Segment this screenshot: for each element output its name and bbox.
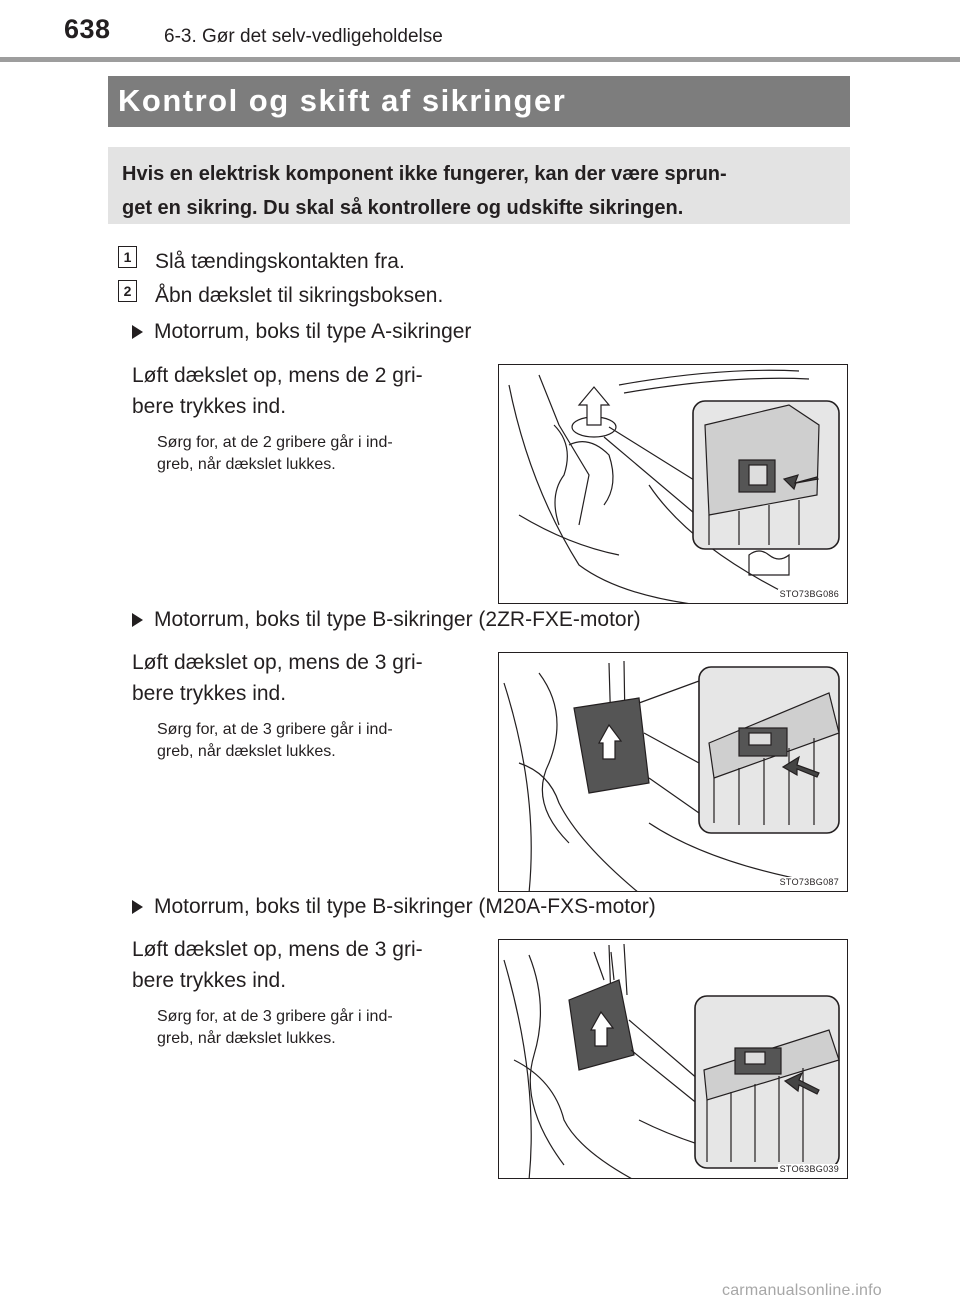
figure-code: STO73BG087 [779,877,839,887]
instruction-b [132,647,474,709]
instruction-line: bere trykkes ind. [132,682,287,705]
watermark: carmanualsonline.info [722,1282,882,1299]
triangle-bullet-icon [132,325,143,339]
instruction-c [132,934,474,996]
intro-line-1: Hvis en elektrisk komponent ikke fungerer, kan der være sprun- [122,163,727,185]
subsection-heading-b [132,608,641,632]
note-line: Sørg for, at de 2 gribere går i ind- [157,434,393,451]
triangle-bullet-icon [132,613,143,627]
note-line: greb, når dækslet lukkes. [157,1030,336,1047]
step-text: Slå tændingskontakten fra. [155,250,405,273]
triangle-bullet-icon [132,900,143,914]
subsection-heading-c [132,895,656,919]
instruction-line: bere trykkes ind. [132,395,287,418]
subsection-heading-a [132,320,471,344]
step-number-badge: 2 [118,280,137,302]
page-number: 638 [64,14,111,44]
figure-fuse-box-type-b-m20a [498,939,848,1179]
figure-code: STO63BG039 [779,1164,839,1174]
step-text: Åbn dækslet til sikringsboksen. [155,284,444,307]
instruction-line: bere trykkes ind. [132,969,287,992]
fuse-box-type-a-illustration [499,365,848,604]
header-rule [0,57,960,62]
subsection-heading-text: Motorrum, boks til type A-sikringer [154,320,472,343]
intro-box [108,147,850,224]
fuse-box-type-b-m20a-illustration [499,940,848,1179]
note-a [157,432,474,476]
section-title: Kontrol og skift af sikringer [108,76,850,127]
figure-code: STO73BG086 [779,589,839,599]
step-1 [118,248,405,276]
figure-fuse-box-type-b-2zr [498,652,848,892]
subsection-heading-text: Motorrum, boks til type B-sikringer (2ZR-FXE-motor) [154,608,641,631]
note-line: greb, når dækslet lukkes. [157,743,336,760]
intro-line-2: get en sikring. Du skal så kontrollere og udskifte sikringen. [122,197,684,219]
instruction-line: Løft dækslet op, mens de 2 gri- [132,364,423,387]
chapter-title: 6-3. Gør det selv-vedligeholdelse [164,26,443,47]
note-line: Sørg for, at de 3 gribere går i ind- [157,721,393,738]
note-c [157,1006,474,1050]
note-line: greb, når dækslet lukkes. [157,456,336,473]
instruction-a [132,360,474,422]
fuse-box-type-b-2zr-illustration [499,653,848,892]
step-2 [118,282,443,310]
step-number-badge: 1 [118,246,137,268]
instruction-line: Løft dækslet op, mens de 3 gri- [132,938,423,961]
subsection-heading-text: Motorrum, boks til type B-sikringer (M20A-FXS-motor) [154,895,656,918]
note-line: Sørg for, at de 3 gribere går i ind- [157,1008,393,1025]
instruction-line: Løft dækslet op, mens de 3 gri- [132,651,423,674]
figure-fuse-box-type-a [498,364,848,604]
note-b [157,719,474,763]
